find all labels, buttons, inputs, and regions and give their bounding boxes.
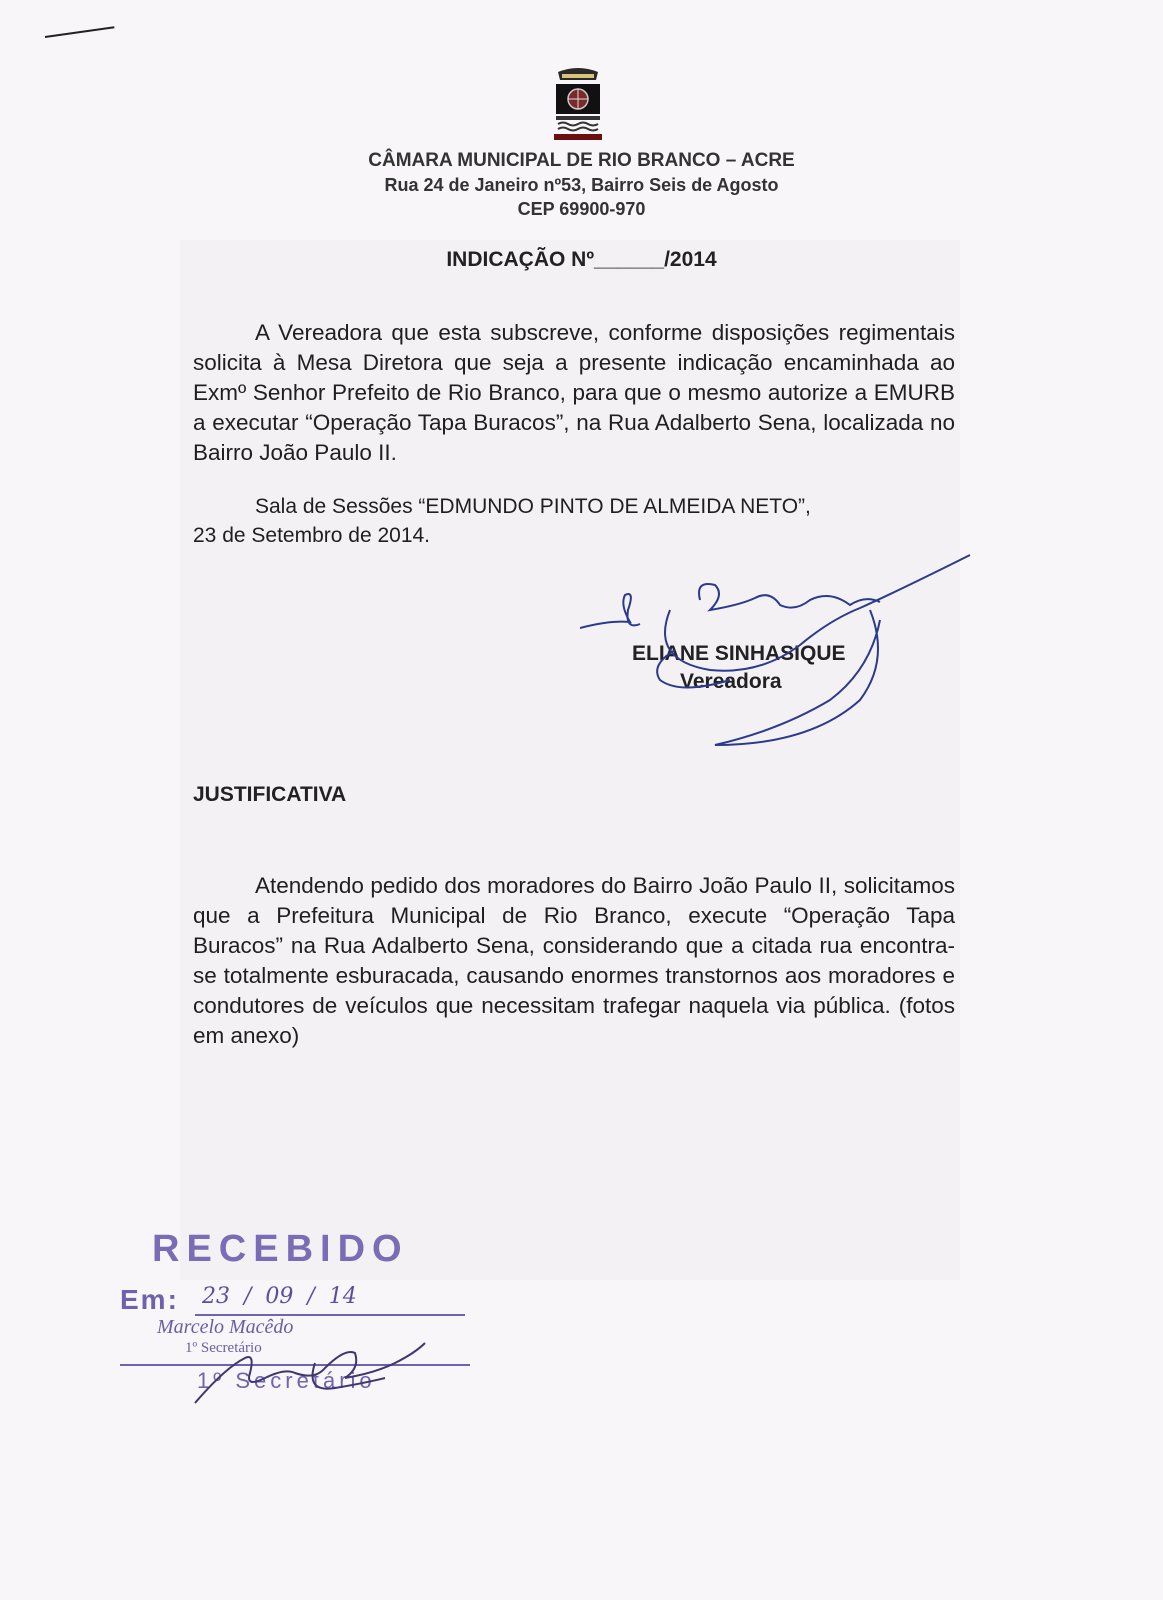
corner-pen-mark <box>45 26 115 38</box>
indication-paragraph: A Vereadora que esta subscreve, conforme disposições regimentais solicita à Mesa Diretora que seja a presente indicação encaminhada ao Exmº Senhor Prefeito de Rio Branco, para que o mesmo autorize a EMURB a executar “Operação Tapa Buracos”, na Rua Adalberto Sena, localizada no Bairro João Paulo II. <box>193 320 955 465</box>
institution-address: Rua 24 de Janeiro nº53, Bairro Seis de Agosto <box>384 175 779 195</box>
stamp-clerk-name: Marcelo Macêdo <box>157 1316 294 1338</box>
signer-role: Vereadora <box>680 670 782 693</box>
stamp-signature <box>185 1308 445 1408</box>
institution-name: CÂMARA MUNICIPAL DE RIO BRANCO – ACRE <box>368 150 795 171</box>
received-stamp <box>115 1228 515 1428</box>
stamp-clerk-role: 1º Secretário <box>185 1340 262 1356</box>
session-date-line: 23 de Setembro de 2014. <box>193 524 431 547</box>
institution-cep: CEP 69900-970 <box>517 199 646 219</box>
justification-heading: JUSTIFICATIVA <box>193 783 347 806</box>
document-title: INDICAÇÃO Nº______/2014 <box>446 248 717 271</box>
stamp-label: RECEBIDO <box>152 1228 409 1270</box>
stamp-em-label: Em: <box>120 1284 179 1315</box>
session-room-line: Sala de Sessões “EDMUNDO PINTO DE ALMEIDA NETO”, <box>255 495 811 518</box>
session-location-date <box>193 492 955 550</box>
justification-paragraph: Atendendo pedido dos moradores do Bairro João Paulo II, solicitamos que a Prefeitura Municipal de Rio Branco, execute “Operação Tapa Buracos” na Rua Adalberto Sena, considerando que a citada rua encontra-se totalmente esburacada, causando enormes transtornos aos moradores e condutores de veículos que necessitam trafegar naquela via pública. (fotos em anexo) <box>193 873 955 1048</box>
coat-of-arms-icon <box>548 66 608 146</box>
stamp-date: 23 / 09 / 14 <box>195 1284 465 1316</box>
signer-name: ELIANE SINHASIQUE <box>632 642 846 665</box>
stamp-secretary-label: 1º Secretário <box>197 1368 376 1393</box>
handwritten-signature <box>580 550 980 770</box>
